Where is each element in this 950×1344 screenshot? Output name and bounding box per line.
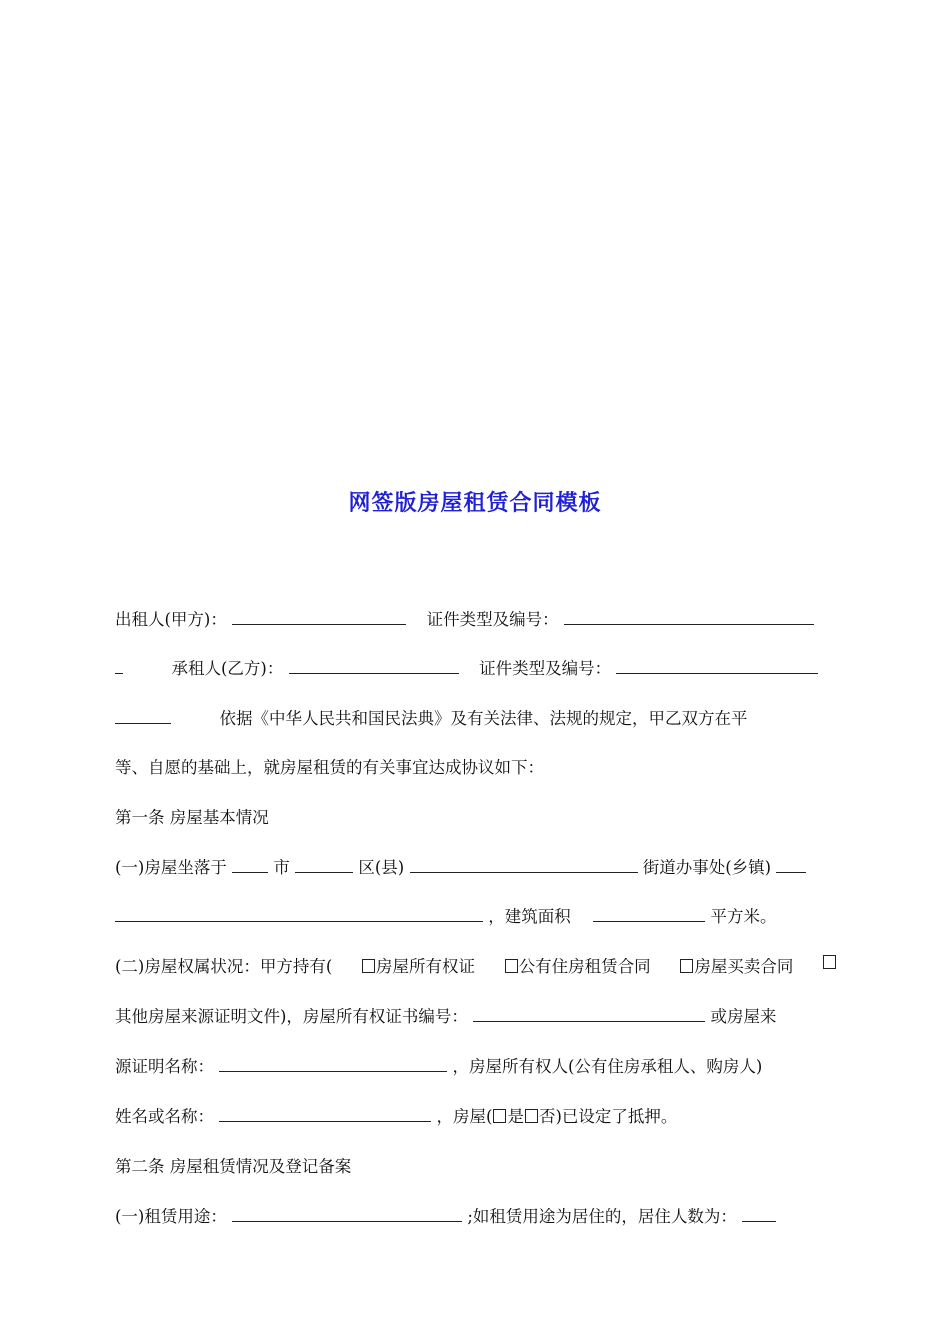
lessor-line: [115, 608, 837, 632]
checkbox-other-documents[interactable]: [823, 955, 836, 969]
document-title: 网签版房屋租赁合同模板: [348, 490, 602, 516]
lessee-id-label: 证件类型及编号：: [479, 659, 612, 678]
article-1-item-1-line-1: [115, 856, 837, 880]
or-source-text: 或房屋来: [710, 1007, 777, 1026]
article-2-heading: [115, 1155, 837, 1179]
article-1-heading-text: 第一条 房屋基本情况: [115, 808, 269, 827]
certificate-number-blank[interactable]: [473, 1005, 705, 1022]
lessor-id-blank[interactable]: [564, 608, 814, 625]
article-2-heading-text: 第二条 房屋租赁情况及登记备案: [115, 1157, 352, 1176]
name-label: 姓名或名称：: [115, 1107, 214, 1126]
area-blank[interactable]: [593, 905, 705, 922]
lessee-id-blank[interactable]: [616, 657, 818, 674]
article-2-item-1-line-1: [115, 1205, 837, 1229]
city-blank[interactable]: [232, 856, 268, 873]
source-name-blank[interactable]: [219, 1055, 447, 1072]
option-public-housing-lease: 公有住房租赁合同: [518, 957, 651, 976]
street-blank[interactable]: [410, 856, 638, 873]
preamble-line-1: [115, 707, 837, 731]
option-purchase-contract: 房屋买卖合同: [694, 957, 794, 976]
city-label: 市: [273, 858, 290, 877]
ownership-prefix: (二)房屋权属状况：甲方持有(: [115, 957, 333, 976]
article-1-item-2-line-4: [115, 1105, 837, 1129]
address-blank[interactable]: [776, 856, 806, 873]
district-label: 区(县): [358, 858, 405, 877]
checkbox-purchase-contract[interactable]: [680, 959, 693, 973]
lessor-label: 出租人(甲方)：: [115, 610, 227, 629]
article-1-item-2-line-1: [115, 955, 837, 979]
lessor-id-label: 证件类型及编号：: [426, 610, 559, 629]
mortgage-prefix: ，房屋(: [436, 1107, 493, 1126]
district-blank[interactable]: [295, 856, 353, 873]
option-other-documents: 其他房屋来源证明文件)，房屋所有权证书编号：: [115, 1007, 468, 1026]
article-1-heading: [115, 806, 837, 830]
lessee-name-blank[interactable]: [289, 657, 459, 674]
checkbox-public-housing-lease[interactable]: [505, 959, 518, 973]
article-1-item-1-line-2: [115, 905, 837, 929]
lessee-line: [115, 657, 837, 681]
mortgage-no-label: 否)已设定了抵押。: [538, 1107, 678, 1126]
lease-purpose-label: (一)租赁用途：: [115, 1207, 227, 1226]
checkbox-ownership-certificate[interactable]: [362, 959, 375, 973]
area-unit: 平方米。: [710, 907, 777, 926]
mortgage-yes-label: 是: [507, 1107, 524, 1126]
owner-name-blank[interactable]: [219, 1105, 431, 1122]
street-label: 街道办事处(乡镇): [642, 858, 772, 877]
lease-purpose-blank[interactable]: [232, 1205, 462, 1222]
preamble-text-1: 依据《中华人民共和国民法典》及有关法律、法规的规定，甲乙双方在平: [219, 709, 748, 728]
occupants-blank[interactable]: [742, 1205, 776, 1222]
option-ownership-certificate: 房屋所有权证: [375, 957, 475, 976]
owner-label: ，房屋所有权人(公有住房承租人、购房人): [452, 1057, 763, 1076]
source-name-label: 源证明名称：: [115, 1057, 214, 1076]
location-prefix: (一)房屋坐落于: [115, 858, 227, 877]
occupants-label: ;如租赁用途为居住的，居住人数为：: [467, 1207, 737, 1226]
article-1-item-2-line-2: [115, 1005, 837, 1029]
preamble-line-2: [115, 756, 837, 780]
lessee-label: 承租人(乙方)：: [171, 659, 284, 678]
area-text: ，建筑面积: [488, 907, 571, 926]
checkbox-mortgage-yes[interactable]: [493, 1109, 506, 1123]
preamble-text-2: 等、自愿的基础上，就房屋租赁的有关事宜达成协议如下：: [115, 758, 544, 777]
checkbox-mortgage-no[interactable]: [525, 1109, 538, 1123]
lessor-name-blank[interactable]: [232, 608, 406, 625]
address-blank-continued[interactable]: [115, 905, 483, 922]
lessor-id-blank-continued[interactable]: [115, 657, 123, 674]
lessee-id-blank-continued[interactable]: [115, 707, 171, 724]
article-1-item-2-line-3: [115, 1055, 837, 1079]
